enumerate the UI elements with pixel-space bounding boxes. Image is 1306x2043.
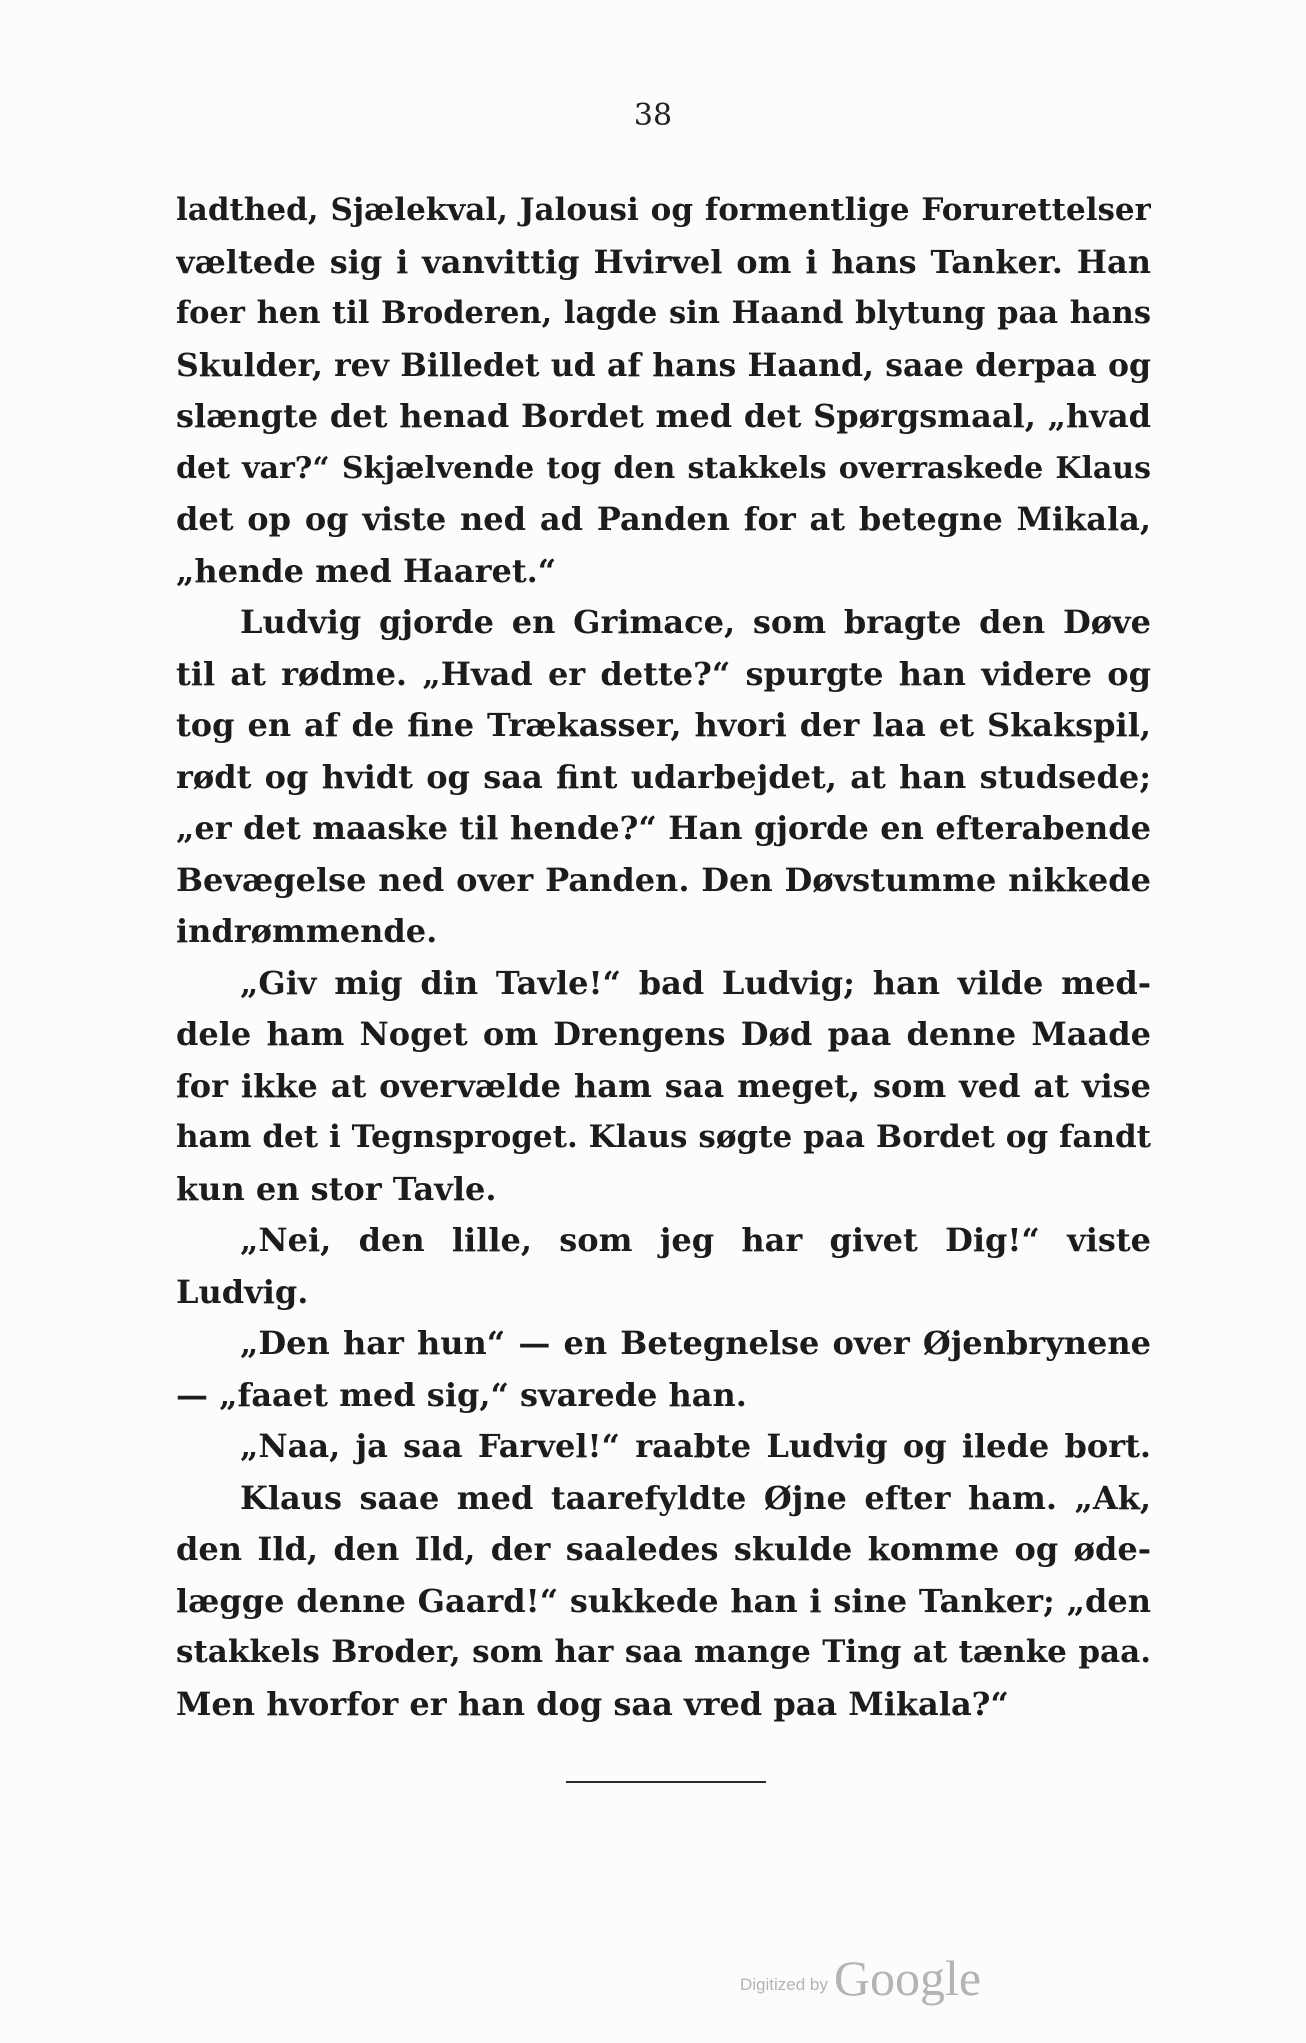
text-line: Ludvig gjorde en Grimace, som bragte den Døve [240, 603, 1151, 641]
text-line: ham det i Tegnsproget. Klaus søgte paa Bordet og fandt [176, 1119, 1151, 1155]
text-line: det op og viste ned ad Panden for at betegne Mikala, [176, 500, 1151, 538]
text-line: tog en af de fine Trækasser, hvori der laa et Skakspil, [176, 706, 1151, 744]
text-line: til at rødme. „Hvad er dette?“ spurgte han videre og [176, 654, 1151, 693]
text-line: Skulder, rev Billedet ud af hans Haand, saae derpaa og [176, 346, 1151, 384]
text-line: „Giv mig din Tavle!“ bad Ludvig; han vilde med- [240, 963, 1151, 1002]
text-line: stakkels Broder, som har saa mange Ting at tænke paa. [176, 1634, 1151, 1670]
digitized-by-google-watermark [740, 1948, 981, 2008]
text-line: Ludvig. [176, 1272, 309, 1311]
text-line: Klaus saae med taarefyldte Øjne efter ham. „Ak, [240, 1478, 1151, 1517]
google-logo: Google [833, 1950, 982, 2006]
text-line: dele ham Noget om Drengens Død paa denne Maade [176, 1015, 1151, 1053]
text-line: „Naa, ja saa Farvel!“ raabte Ludvig og ilede bort. [240, 1427, 1151, 1465]
text-line: den Ild, den Ild, der saaledes skulde komme og øde- [176, 1530, 1151, 1568]
text-line: Men hvorfor er han dog saa vred paa Mikala?“ [176, 1684, 1009, 1723]
text-line: det var?“ Skjælvende tog den stakkels overraskede Klaus [176, 450, 1151, 486]
text-line: foer hen til Broderen, lagde sin Haand blytung paa hans [176, 295, 1151, 331]
section-divider [566, 1781, 766, 1783]
text-line: kun en stor Tavle. [176, 1169, 497, 1208]
text-line: „Den har hun“ — en Betegnelse over Øjenbrynene [240, 1324, 1151, 1362]
body-text [176, 185, 1151, 1730]
text-line: væltede sig i vanvittig Hvirvel om i hans Tanker. Han [176, 242, 1151, 281]
watermark-small-text: Digitized by [740, 1975, 828, 1994]
text-line: rødt og hvidt og saa fint udarbejdet, at han studsede; [176, 757, 1151, 796]
text-line: indrømmende. [176, 912, 438, 950]
text-line: „Nei, den lille, som jeg har givet Dig!“ viste [240, 1221, 1151, 1259]
text-line: lægge denne Gaard!“ sukkede han i sine Tanker; „den [176, 1581, 1151, 1620]
text-line: „er det maaske til hende?“ Han gjorde en efterabende [176, 809, 1151, 847]
text-line: slængte det henad Bordet med det Spørgsmaal, „hvad [176, 397, 1151, 435]
text-line: for ikke at overvælde ham saa meget, som ved at vise [176, 1066, 1151, 1105]
page-number: 38 [633, 98, 673, 133]
text-line: ladthed, Sjælekval, Jalousi og formentlige Forurettelser [176, 192, 1151, 228]
text-line: — „faaet med sig,“ svarede han. [176, 1375, 747, 1414]
text-line: Bevægelse ned over Panden. Den Døvstumme nikkede [176, 860, 1151, 899]
text-line: „hende med Haaret.“ [176, 551, 557, 590]
